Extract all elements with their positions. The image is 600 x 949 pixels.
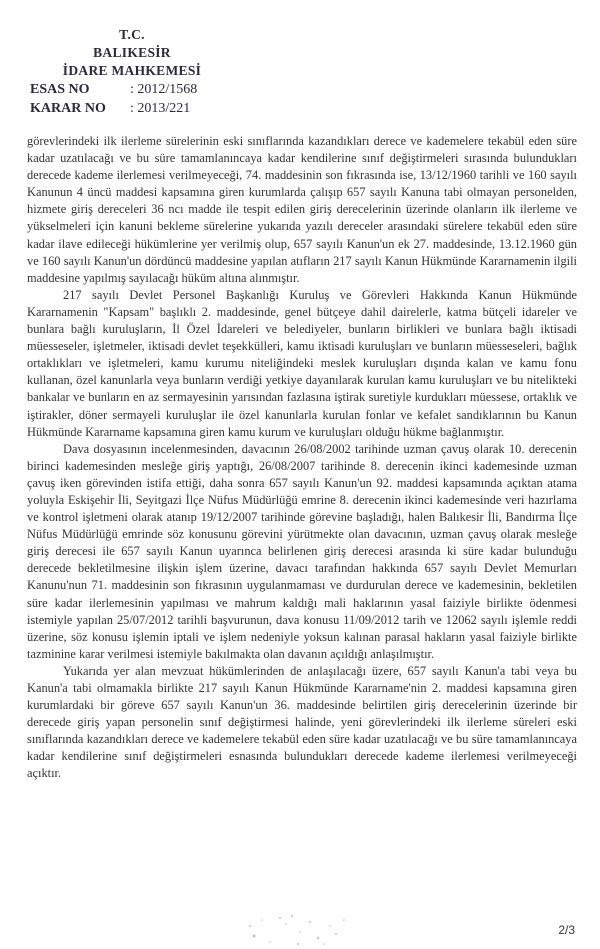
decision-number-value: : 2013/221 bbox=[130, 101, 191, 116]
case-number-value: : 2012/1568 bbox=[130, 82, 198, 97]
city-heading: BALIKESİR bbox=[93, 45, 171, 60]
paragraph: görevlerindeki ilk ilerleme sürelerinin eski sınıflarında kazandıkları derece ve kademelere tekabül eden süre kadar uzatılacağı ve bu süre tamamlanıncaya kadar kendilerine sınıf değiştirmeleri sırasında bulundukları derecede kademe ilerlemesi verilmeyeceği, 74. maddesinin son fıkrasında ise, 13/12/1960 tarihli ve 160 sayılı Kanunun 4 üncü maddesi kapsamına giren kurumlarda çalışıp 657 sayılı Kanuna tabi olmayan personelden, hizmete giriş dereceleri 36 ncı madde ile tespit edilen giriş derecelerinin üzerinde olanların ilk ilerleme ve yükselmeleri için kanuni bekleme sürelerine yukarıda yazılı dereceler arasındaki sürelere tekabül eden süre kadar ilave edileceği hükümlerine yer verilmiş olup, 657 sayılı Kanun'un ek 27. maddesinde, 13.12.1960 gün ve 160 sayılı Kanun'un dördüncü maddesine yapılan atıfların 217 sayılı Kanun Hükmünde Kararnamenin ilgili maddesine yapılmış sayılacağı hüküm altına alınmıştır. bbox=[27, 134, 577, 285]
country-heading: T.C. bbox=[119, 27, 145, 42]
case-number-label: ESAS NO bbox=[30, 82, 90, 97]
page-number: 2/3 bbox=[558, 923, 575, 937]
court-seal-stamp-icon bbox=[240, 912, 360, 948]
document-body bbox=[27, 133, 577, 783]
paragraph: Yukarıda yer alan mevzuat hükümlerinden de anlaşılacağı üzere, 657 sayılı Kanun'a tabi veya bu Kanun'a tabi olmamakla birlikte 217 sayılı Kanun Hükmünde Kararname'nin 2. maddesi kapsamına giren kurumlardaki bir göreve 657 sayılı Kanun'un 36. maddesinde belirtilen giriş derecelerinin üzerinde bir derecede giriş yapan personelin sınıf değiştirmesi halinde, yeni görevlerindeki ilk ilerleme süreleri eski sınıflarında kazandıkları derece ve kademelere tekabül eden süre kadar uzatılacağı ve bu süre tamamlanıncaya kadar kendilerine sınıf değiştirmeleri esnasında bulundukları derecede kademe ilerlemesi verilmeyeceği açıktır. bbox=[27, 663, 577, 781]
case-number-row bbox=[30, 82, 197, 98]
paragraph: Dava dosyasının incelenmesinden, davacının 26/08/2002 tarihinde uzman çavuş olarak 10. derecenin birinci kademesinden mesleğe giriş yaptığı, 26/08/2007 tarihinde 8. derecenin ikinci kademesinde uzman çavuş iken görevinden istifa ettiği, daha sonra 657 sayılı Kanun'un 92. maddesi kapsamında açıktan atama yoluyla Eskişehir İli, Seyitgazi İlçe Nüfus Müdürlüğü emrine 8. derecenin ikinci kademesinde veri hazırlama ve kontrol işletmeni olarak atanıp 19/12/2007 tarihinde görevine başladığı, halen Balıkesir İli, Bandırma İlçe Nüfus Müdürlüğü emrinde söz konusunu görevini yürütmekte olan davacının, uzman çavuş olarak mesleğe giriş derecesi ile 657 sayılı Kanun uyarınca belirlenen giriş derecesi arasında ki süre kadar bulunduğu derecede bekletilmesine ilişkin işlem üzerine, davacı tarafından hakkında 657 sayılı Devlet Memurları Kanunu'nun 71. maddesinin son fıkrasının uygulanmaması ve durdurulan derece ve kademesinin, bekletilen süre kadar ilerlemesinin yapılması ve mahrum kaldığı mali haklarının yasal faiziyle birlikte ödenmesi istemiyle yapılan 25/07/2012 tarihli başvurunun, dava konusu 11/09/2012 tarih ve 12062 sayılı işlemle reddi üzerine, söz konusu işlemin iptali ve işlem nedeniyle yoksun kalınan parasal hakların yasal faiziyle birlikte tazminine karar verilmesi istemiyle bakılmakta olan davanın açıldığı anlaşılmıştır. bbox=[27, 441, 577, 661]
court-heading: İDARE MAHKEMESİ bbox=[62, 63, 202, 78]
decision-number-row bbox=[30, 101, 190, 117]
paragraph: 217 sayılı Devlet Personel Başkanlığı Kuruluş ve Görevleri Hakkında Kanun Hükmünde Kararnamenin "Kapsam" başlıklı 2. maddesinde, genel bütçeye dahil dairelerle, katma bütçeli idareler ve bunlara bağlı kuruluşların, İl Özel İdareleri ve belediyeler, bunların birlikleri ve bunlara bağlı iktisadi müesseseler, işletmeler, iktisadi devlet teşekkülleri, kamu iktisadi kuruluşları ve bunların müesseseleri, bağlık ortaklıkları ve işletmeleri, kamu kurumu niteliğindeki meslek kuruluşları dışında kalan ve kamu fonu kullanan, özel kanunlarla veya bunların verdiği yetkiye dayanılarak kurulan kamu kuruluşları ve bu nitelikteki bankalar ve bunların en az sermayesinin yarısından fazlasına iştirak suretiyle kurdukları müessese, ortaklık ve iştirakler, döner sermayeli kuruluşlar ile özel kanunlarla kurulan fonlar ve kefalet sandıklarının bu Kanun Hükmünde Kararname kapsamına giren kamu kurum ve kuruluşları olduğu hükme bağlanmıştır. bbox=[27, 287, 577, 439]
decision-number-label: KARAR NO bbox=[30, 101, 106, 116]
